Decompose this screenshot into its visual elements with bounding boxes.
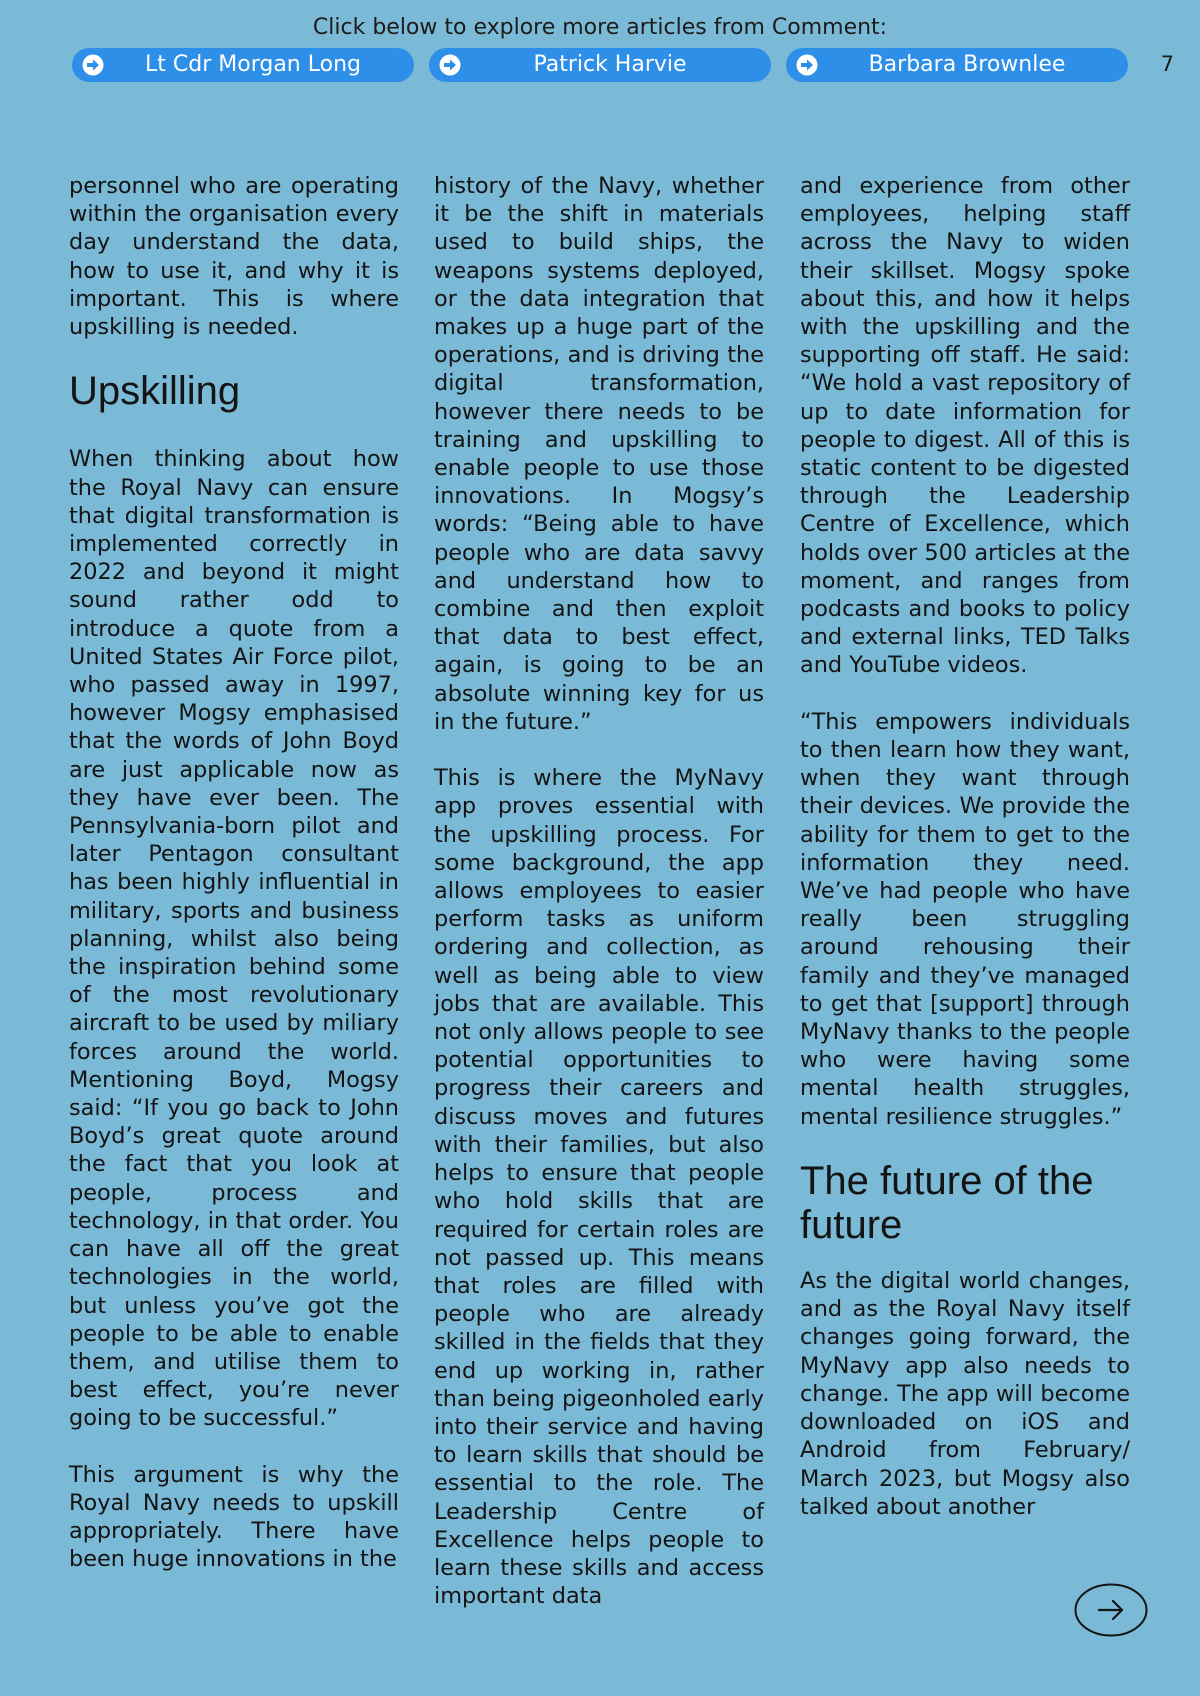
article-paragraph: This is where the MyNavy app proves essential with the upskilling process. For some background, the app allows employees to easier perform tasks as uniform ordering and collection, as well as being able to view jobs that are available. This not only allows people to see potential opportunities to progress their careers and discuss moves and futures with their families, but also helps to ensure that people who hold skills that are required for certain roles are not passed up. This means that roles are filled with people who are already skilled in the fields that they end up working in, rather than being pigeonholed early into their service and having to learn skills that should be essential to the role. The Leadership Centre of Excellence helps people to learn these skills and access important data bbox=[434, 765, 764, 1610]
article-link-label: Lt Cdr Morgan Long bbox=[145, 52, 361, 77]
article-paragraph: and experience from other employees, helping staff across the Navy to widen their skillset. Mogsy spoke about this, and how it helps with the upskilling and the supporting off staff. He said: “We hold a vast repository of up to date information for people to digest. All of this is static content to be digested through the Leadership Centre of Excellence, which holds over 500 articles at the moment, and ranges from podcasts and books to policy and external links, TED Talks and YouTube videos. bbox=[800, 173, 1130, 679]
article-link-label: Patrick Harvie bbox=[533, 52, 687, 77]
article-paragraph: This argument is why the Royal Navy needs to upskill appropriately. There have been huge innovations in the bbox=[69, 1461, 399, 1573]
article-link-lt-cdr-morgan-long[interactable] bbox=[72, 48, 414, 82]
page-number: 7 bbox=[1160, 52, 1174, 76]
article-link-label: Barbara Brownlee bbox=[868, 52, 1066, 77]
article-paragraph: personnel who are operating within the organisation every day understand the data, how to use it, and why it is important. This is where upskilling is needed. bbox=[69, 173, 399, 341]
article-column-3 bbox=[800, 172, 1130, 1521]
article-paragraph: history of the Navy, whether it be the shift in materials used to build ships, the weapons systems deployed, or the data integration that makes up a huge part of the operations, and is driving the digital transformation, however there needs to be training and upskilling to enable people to use those innovations. In Mogsy’s words: “Being able to have people who are data savvy and understand how to combine and then exploit that data to best effect, again, is going to be an absolute winning key for us in the future.” bbox=[434, 173, 764, 735]
next-page-button[interactable] bbox=[1074, 1583, 1148, 1637]
explore-articles-prompt: Click below to explore more articles from Comment: bbox=[312, 15, 888, 40]
arrow-right-circle-icon bbox=[82, 54, 104, 76]
article-paragraph: As the digital world changes, and as the Royal Navy itself changes going forward, the MyNavy app also needs to change. The app will become downloaded on iOS and Android from February/ March 2023, but Mogsy also talked about another bbox=[800, 1268, 1130, 1520]
arrow-right-circle-icon bbox=[796, 54, 818, 76]
article-column-1 bbox=[69, 172, 399, 1574]
section-heading-upskilling: Upskilling bbox=[69, 369, 241, 414]
article-link-patrick-harvie[interactable] bbox=[429, 48, 771, 82]
article-link-barbara-brownlee[interactable] bbox=[786, 48, 1128, 82]
arrow-right-circle-icon bbox=[439, 54, 461, 76]
article-paragraph: When thinking about how the Royal Navy can ensure that digital transformation is implemented correctly in 2022 and beyond it might sound rather odd to introduce a quote from a United States Air Force pilot, who passed away in 1997, however Mogsy emphasised that the words of John Boyd are just applicable now as they have ever been. The Pennsylvania-born pilot and later Pentagon consultant has been highly influential in military, sports and business planning, whilst also being the inspiration behind some of the most revolutionary aircraft to be used by miliary forces around the world. Mentioning Boyd, Mogsy said: “If you go back to John Boyd’s great quote around the fact that you look at people, process and technology, in that order. You can have all off the great technologies in the world, but unless you’ve got the people to be able to enable them, and utilise them to best effect, you’re never going to be successful.” bbox=[69, 446, 399, 1432]
article-paragraph: “This empowers individuals to then learn how they want, when they want through their devices. We provide the ability for them to get to the information they need. We’ve had people who have really been struggling around rehousing their family and they’ve managed to get that [support] through MyNavy thanks to the people who were having some mental health struggles, mental resilience struggles.” bbox=[800, 708, 1130, 1130]
section-heading-future: The future of the future bbox=[800, 1159, 1094, 1248]
arrow-right-icon bbox=[1099, 1601, 1122, 1619]
article-column-2 bbox=[434, 172, 764, 1610]
